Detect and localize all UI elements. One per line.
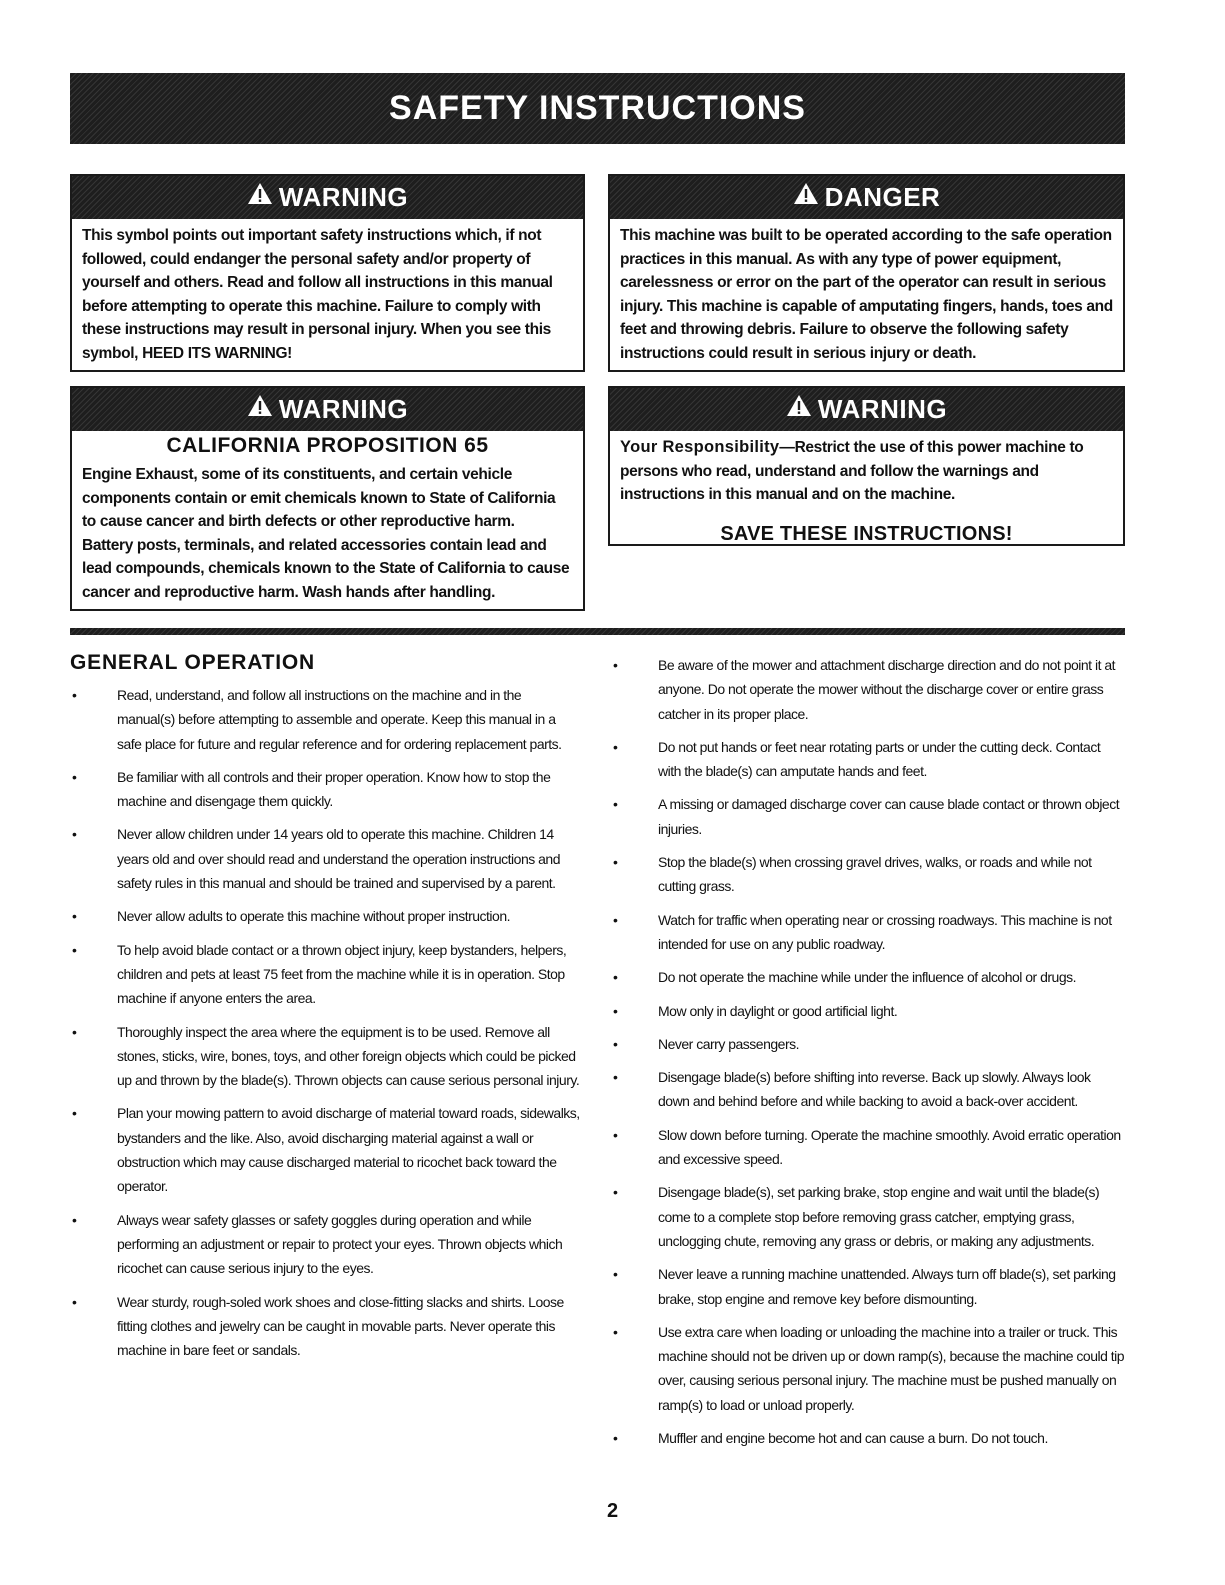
- list-item-text: Never carry passengers.: [658, 1035, 800, 1052]
- list-item: [611, 792, 1125, 841]
- save-instructions-note: SAVE THESE INSTRUCTIONS!: [720, 522, 1013, 545]
- bullet-icon: •: [613, 1126, 618, 1143]
- warning-label: WARNING: [278, 394, 409, 424]
- responsibility-warning-header: [610, 388, 1123, 431]
- page-number: 2: [606, 1500, 619, 1522]
- warning-label: WARNING: [278, 182, 409, 212]
- general-operation-heading: GENERAL OPERATION: [70, 651, 316, 674]
- warning-symbol-text: This symbol points out important safety instructions which, if not followed, could endanger the personal safety and/or property of yourself and others. Read and follow all instructions in this manual before attempting to operate this machine. Failure to comply with these instructions may result in personal injury. When you see this symbol, HEED ITS WARNING!: [82, 227, 553, 362]
- bullet-icon: •: [613, 1184, 618, 1201]
- list-item: [611, 908, 1125, 957]
- warning-triangle-icon: [786, 393, 812, 424]
- responsibility-lead: Your Responsibility: [620, 438, 780, 456]
- list-item: [70, 1020, 582, 1093]
- list-item-text: Do not put hands or feet near rotating parts or under the cutting deck. Contact with the blade(s) can amputate hands and feet.: [658, 738, 1101, 780]
- list-item-text: Do not operate the machine while under the influence of alcohol or drugs.: [658, 969, 1077, 986]
- bullet-icon: •: [72, 1023, 77, 1040]
- list-item: [70, 1208, 582, 1281]
- list-item: [611, 1032, 1125, 1056]
- list-item-text: Always wear safety glasses or safety goggles during operation and while performing an adjustment or repair to protect your eyes. Thrown objects which ricochet can cause serious injury to the eyes.: [117, 1211, 563, 1277]
- bullet-icon: •: [72, 768, 77, 785]
- danger-label: DANGER: [824, 182, 941, 212]
- list-item: [611, 1065, 1125, 1114]
- california-subtitle: CALIFORNIA PROPOSITION 65: [166, 434, 489, 457]
- danger-box: [608, 174, 1125, 372]
- bullet-icon: •: [613, 657, 618, 673]
- bullet-icon: •: [613, 1266, 618, 1283]
- list-item-text: Use extra care when loading or unloading the machine into a trailer or truck. This machine should not be driven up or down ramp(s), because the machine could tip over, causing serious personal injury. The machine must be pushed manually on ramp(s) to load or unload properly.: [658, 1323, 1125, 1413]
- bullet-icon: •: [613, 796, 618, 813]
- list-item-text: Stop the blade(s) when crossing gravel drives, walks, or roads and while not cutting grass.: [658, 854, 1092, 895]
- list-item-text: Wear sturdy, rough-soled work shoes and close-fitting slacks and shirts. Loose fitting clothes and jewelry can be caught in movable parts. Never operate this machine in bare feet or sandals.: [117, 1293, 564, 1359]
- bullet-icon: •: [72, 908, 77, 925]
- bullet-icon: •: [72, 1105, 77, 1122]
- bullet-icon: •: [72, 1293, 77, 1310]
- warning-triangle-icon: [247, 393, 273, 424]
- list-item-text: To help avoid blade contact or a thrown object injury, keep bystanders, helpers, children and pets at least 75 feet from the machine while it is in operation. Stop machine if anyone enters the area.: [117, 941, 567, 1007]
- list-item: [70, 1101, 582, 1198]
- california-para-1: Engine Exhaust, some of its constituents, and certain vehicle components contain or emit chemicals known to State of California to cause cancer and birth defects or other reproductive harm.: [82, 466, 556, 530]
- list-item: [70, 683, 582, 756]
- list-item-text: Be aware of the mower and attachment discharge direction and do not point it at anyone. Do not operate the mower without the discharge cover or entire grass catcher in its proper place.: [658, 657, 1116, 722]
- list-item: [70, 938, 582, 1011]
- list-item-text: Slow down before turning. Operate the machine smoothly. Avoid erratic operation and excessive speed.: [658, 1126, 1121, 1168]
- list-item: [70, 1290, 582, 1363]
- list-item-text: Never allow adults to operate this machine without proper instruction.: [117, 908, 510, 925]
- list-item-text: Disengage blade(s) before shifting into reverse. Back up slowly. Always look down and behind before and while backing to avoid a back-over accident.: [658, 1069, 1091, 1110]
- list-item: [611, 1180, 1125, 1253]
- danger-text: This machine was built to be operated according to the safe operation practices in this manual. As with any type of power equipment, carelessness or error on the part of the operator can result in serious injury. This machine is capable of amputating fingers, hands, toes and feet and throwing debris. Failure to observe the following safety instructions could result in serious injury or death.: [620, 227, 1113, 362]
- bullet-icon: •: [72, 826, 77, 843]
- bullet-icon: •: [72, 1211, 77, 1228]
- bullet-icon: •: [72, 941, 77, 958]
- bullet-icon: •: [613, 1069, 618, 1086]
- bullet-icon: •: [613, 1430, 618, 1447]
- list-item: [611, 999, 1125, 1023]
- list-item: [611, 653, 1125, 726]
- list-item: [611, 1320, 1125, 1417]
- list-item-text: Be familiar with all controls and their proper operation. Know how to stop the machine and disengage them quickly.: [117, 768, 551, 810]
- california-prop65-box: [70, 386, 585, 611]
- warning-symbol-header: [72, 176, 583, 219]
- list-item: [611, 1123, 1125, 1172]
- page-title-bar: [70, 73, 1125, 144]
- list-item-text: Plan your mowing pattern to avoid discharge of material toward roads, sidewalks, bystanders and the like. Also, avoid discharging material against a wall or obstruction which may cause discharged material to ricochet back toward the operator.: [117, 1105, 580, 1195]
- general-operation-left-list: [70, 683, 582, 1371]
- list-item: [70, 904, 582, 928]
- bullet-icon: •: [613, 854, 618, 871]
- bullet-icon: •: [613, 1323, 618, 1340]
- section-divider: [70, 628, 1125, 635]
- bullet-icon: •: [613, 1002, 618, 1019]
- list-item-text: Mow only in daylight or good artificial light.: [658, 1002, 898, 1019]
- california-warning-header: [72, 388, 583, 431]
- warning-label: WARNING: [817, 394, 948, 424]
- bullet-icon: •: [613, 1035, 618, 1052]
- list-item: [70, 822, 582, 895]
- list-item-text: A missing or damaged discharge cover can cause blade contact or thrown object injuries.: [658, 796, 1120, 837]
- list-item: [611, 735, 1125, 784]
- bullet-icon: •: [613, 738, 618, 755]
- general-operation-right-list: [611, 653, 1125, 1459]
- list-item: [611, 850, 1125, 899]
- list-item-text: Read, understand, and follow all instructions on the machine and in the manual(s) before attempting to assemble and operate. Keep this manual in a safe place for future and regular reference and for ordering replacement parts.: [117, 687, 562, 752]
- responsibility-text: —Restrict the use of this power machine to persons who read, understand and follow the warnings and instructions in this manual and on the machine.: [620, 439, 1084, 503]
- bullet-icon: •: [613, 911, 618, 928]
- bullet-icon: •: [613, 969, 618, 986]
- warning-triangle-icon: [793, 181, 819, 212]
- list-item-text: Thoroughly inspect the area where the equipment is to be used. Remove all stones, sticks, wire, bones, toys, and other foreign objects which could be picked up and thrown by the blade(s). Thrown objects can cause serious personal injury.: [117, 1023, 580, 1089]
- list-item: [611, 1426, 1125, 1450]
- list-item-text: Muffler and engine become hot and can cause a burn. Do not touch.: [658, 1430, 1048, 1447]
- danger-header: [610, 176, 1123, 219]
- list-item: [611, 1262, 1125, 1311]
- list-item-text: Never leave a running machine unattended. Always turn off blade(s), set parking brake, stop engine and remove key before dismounting.: [658, 1266, 1116, 1307]
- list-item-text: Disengage blade(s), set parking brake, stop engine and wait until the blade(s) come to a complete stop before removing grass catcher, emptying grass, unclogging chute, removing any grass or debris, or making any adjustments.: [658, 1184, 1100, 1249]
- responsibility-box: [608, 386, 1125, 546]
- bullet-icon: •: [72, 687, 77, 703]
- page-title: SAFETY INSTRUCTIONS: [389, 89, 806, 127]
- list-item-text: Never allow children under 14 years old to operate this machine. Children 14 years old and over should read and understand the operation instructions and safety rules in this manual and should be trained and supervised by a parent.: [117, 826, 560, 892]
- warning-triangle-icon: [247, 181, 273, 212]
- warning-symbol-box: [70, 174, 585, 372]
- list-item: [70, 765, 582, 814]
- list-item: [611, 965, 1125, 989]
- list-item-text: Watch for traffic when operating near or crossing roadways. This machine is not intended for use on any public roadway.: [658, 911, 1112, 952]
- california-para-2: Battery posts, terminals, and related accessories contain lead and lead compounds, chemicals known to the State of California to cause cancer and reproductive harm. Wash hands after handling.: [82, 536, 570, 601]
